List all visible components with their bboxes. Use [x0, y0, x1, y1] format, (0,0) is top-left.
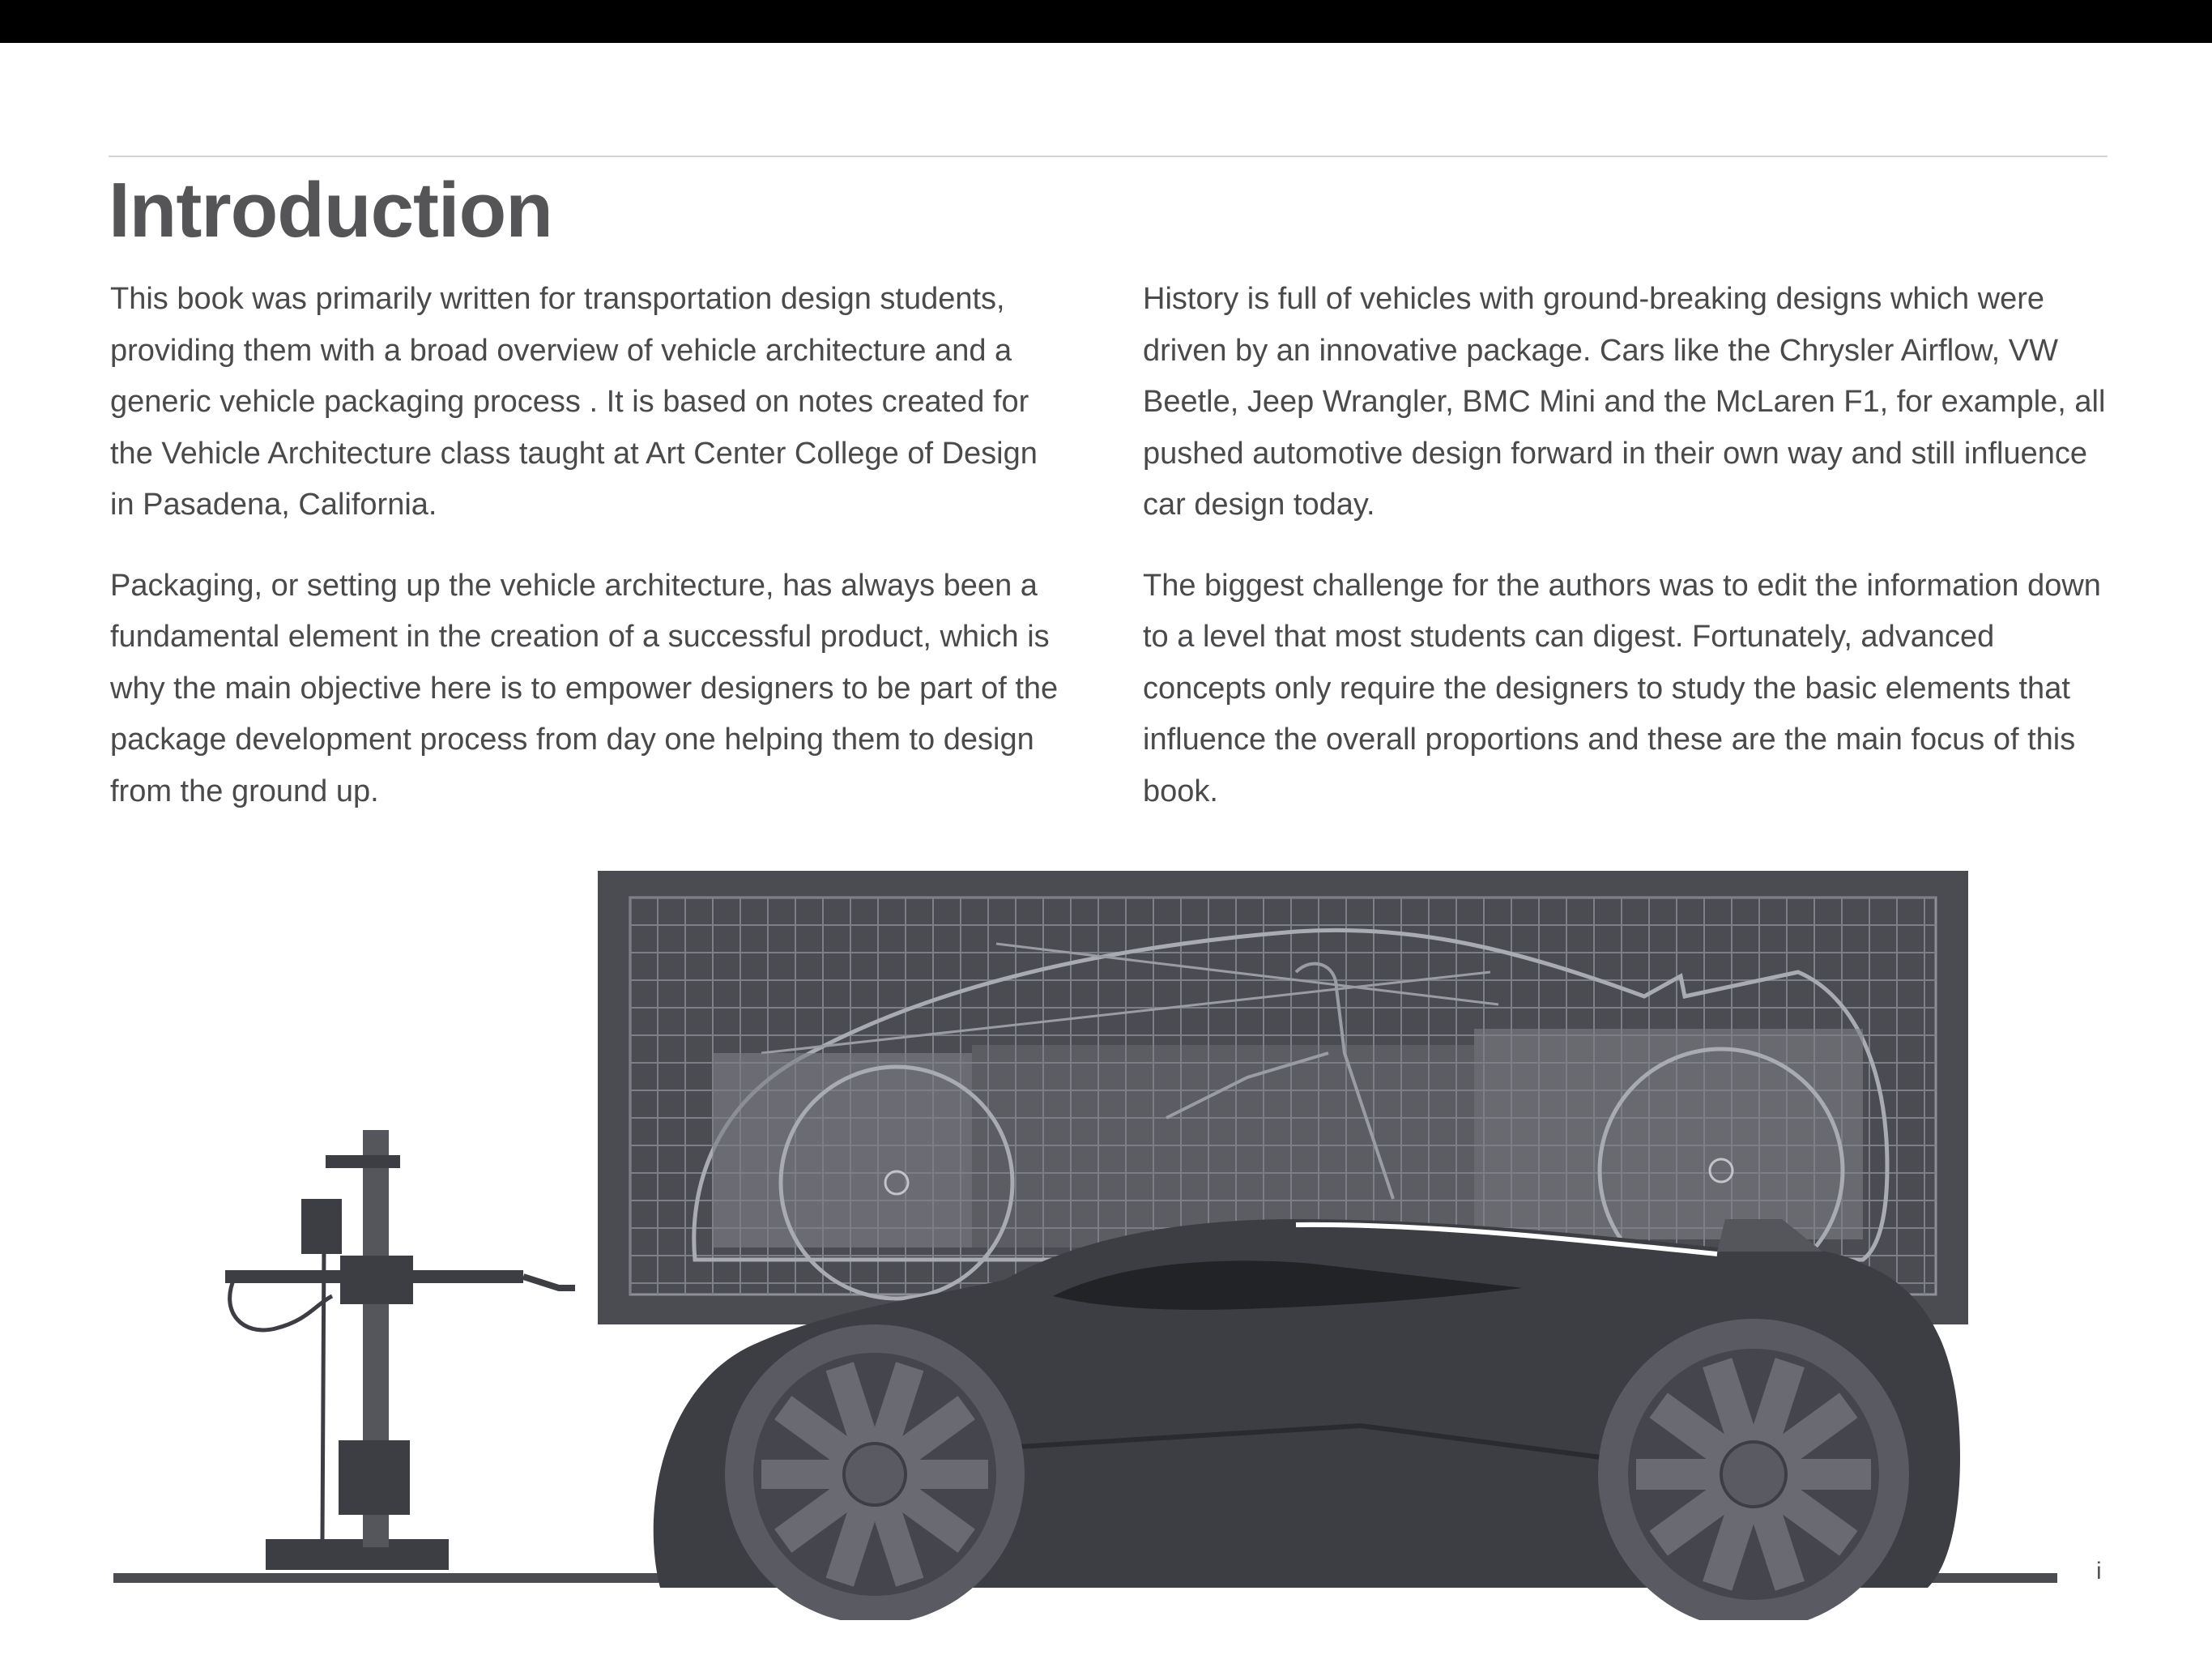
paragraph-challenge: The biggest challenge for the authors was to edit the information down to a level that most students can digest. Fortunately, advanced concepts only require the designers to study the basic elements that influence the overall proportions and these are the main focus of this book.: [1143, 568, 2101, 808]
right-text-column: [1143, 274, 2115, 847]
top-black-bar: [0, 0, 2212, 43]
page-number: i: [2096, 1558, 2102, 1584]
paragraph-intro: This book was primarily written for transportation design students, providing them with a broad overview of vehicle architecture and a generic vehicle packaging process . It is based on notes created for the Vehicle Architecture class taught at Art Center College of Design in Pasadena, California.: [110, 282, 1038, 522]
vehicle-illustration: [0, 859, 2212, 1620]
page-title: Introduction: [109, 167, 552, 254]
measuring-stand: [225, 1130, 575, 1570]
header-rule: [109, 156, 2108, 157]
paragraph-packaging: Packaging, or setting up the vehicle architecture, has always been a fundamental element in the creation of a successful product, which is why the main objective here is to empower designers to be part of the package development process from day one helping them to design from the ground up.: [110, 568, 1059, 808]
paragraph-history: History is full of vehicles with ground-breaking designs which were driven by an innovative package. Cars like the Chrysler Airflow, VW Beetle, Jeep Wrangler, BMC Mini and the McLaren F1, for example, all pushed automotive design forward in their own way and still influence car design today.: [1143, 282, 2106, 522]
left-text-column: [110, 274, 1066, 847]
